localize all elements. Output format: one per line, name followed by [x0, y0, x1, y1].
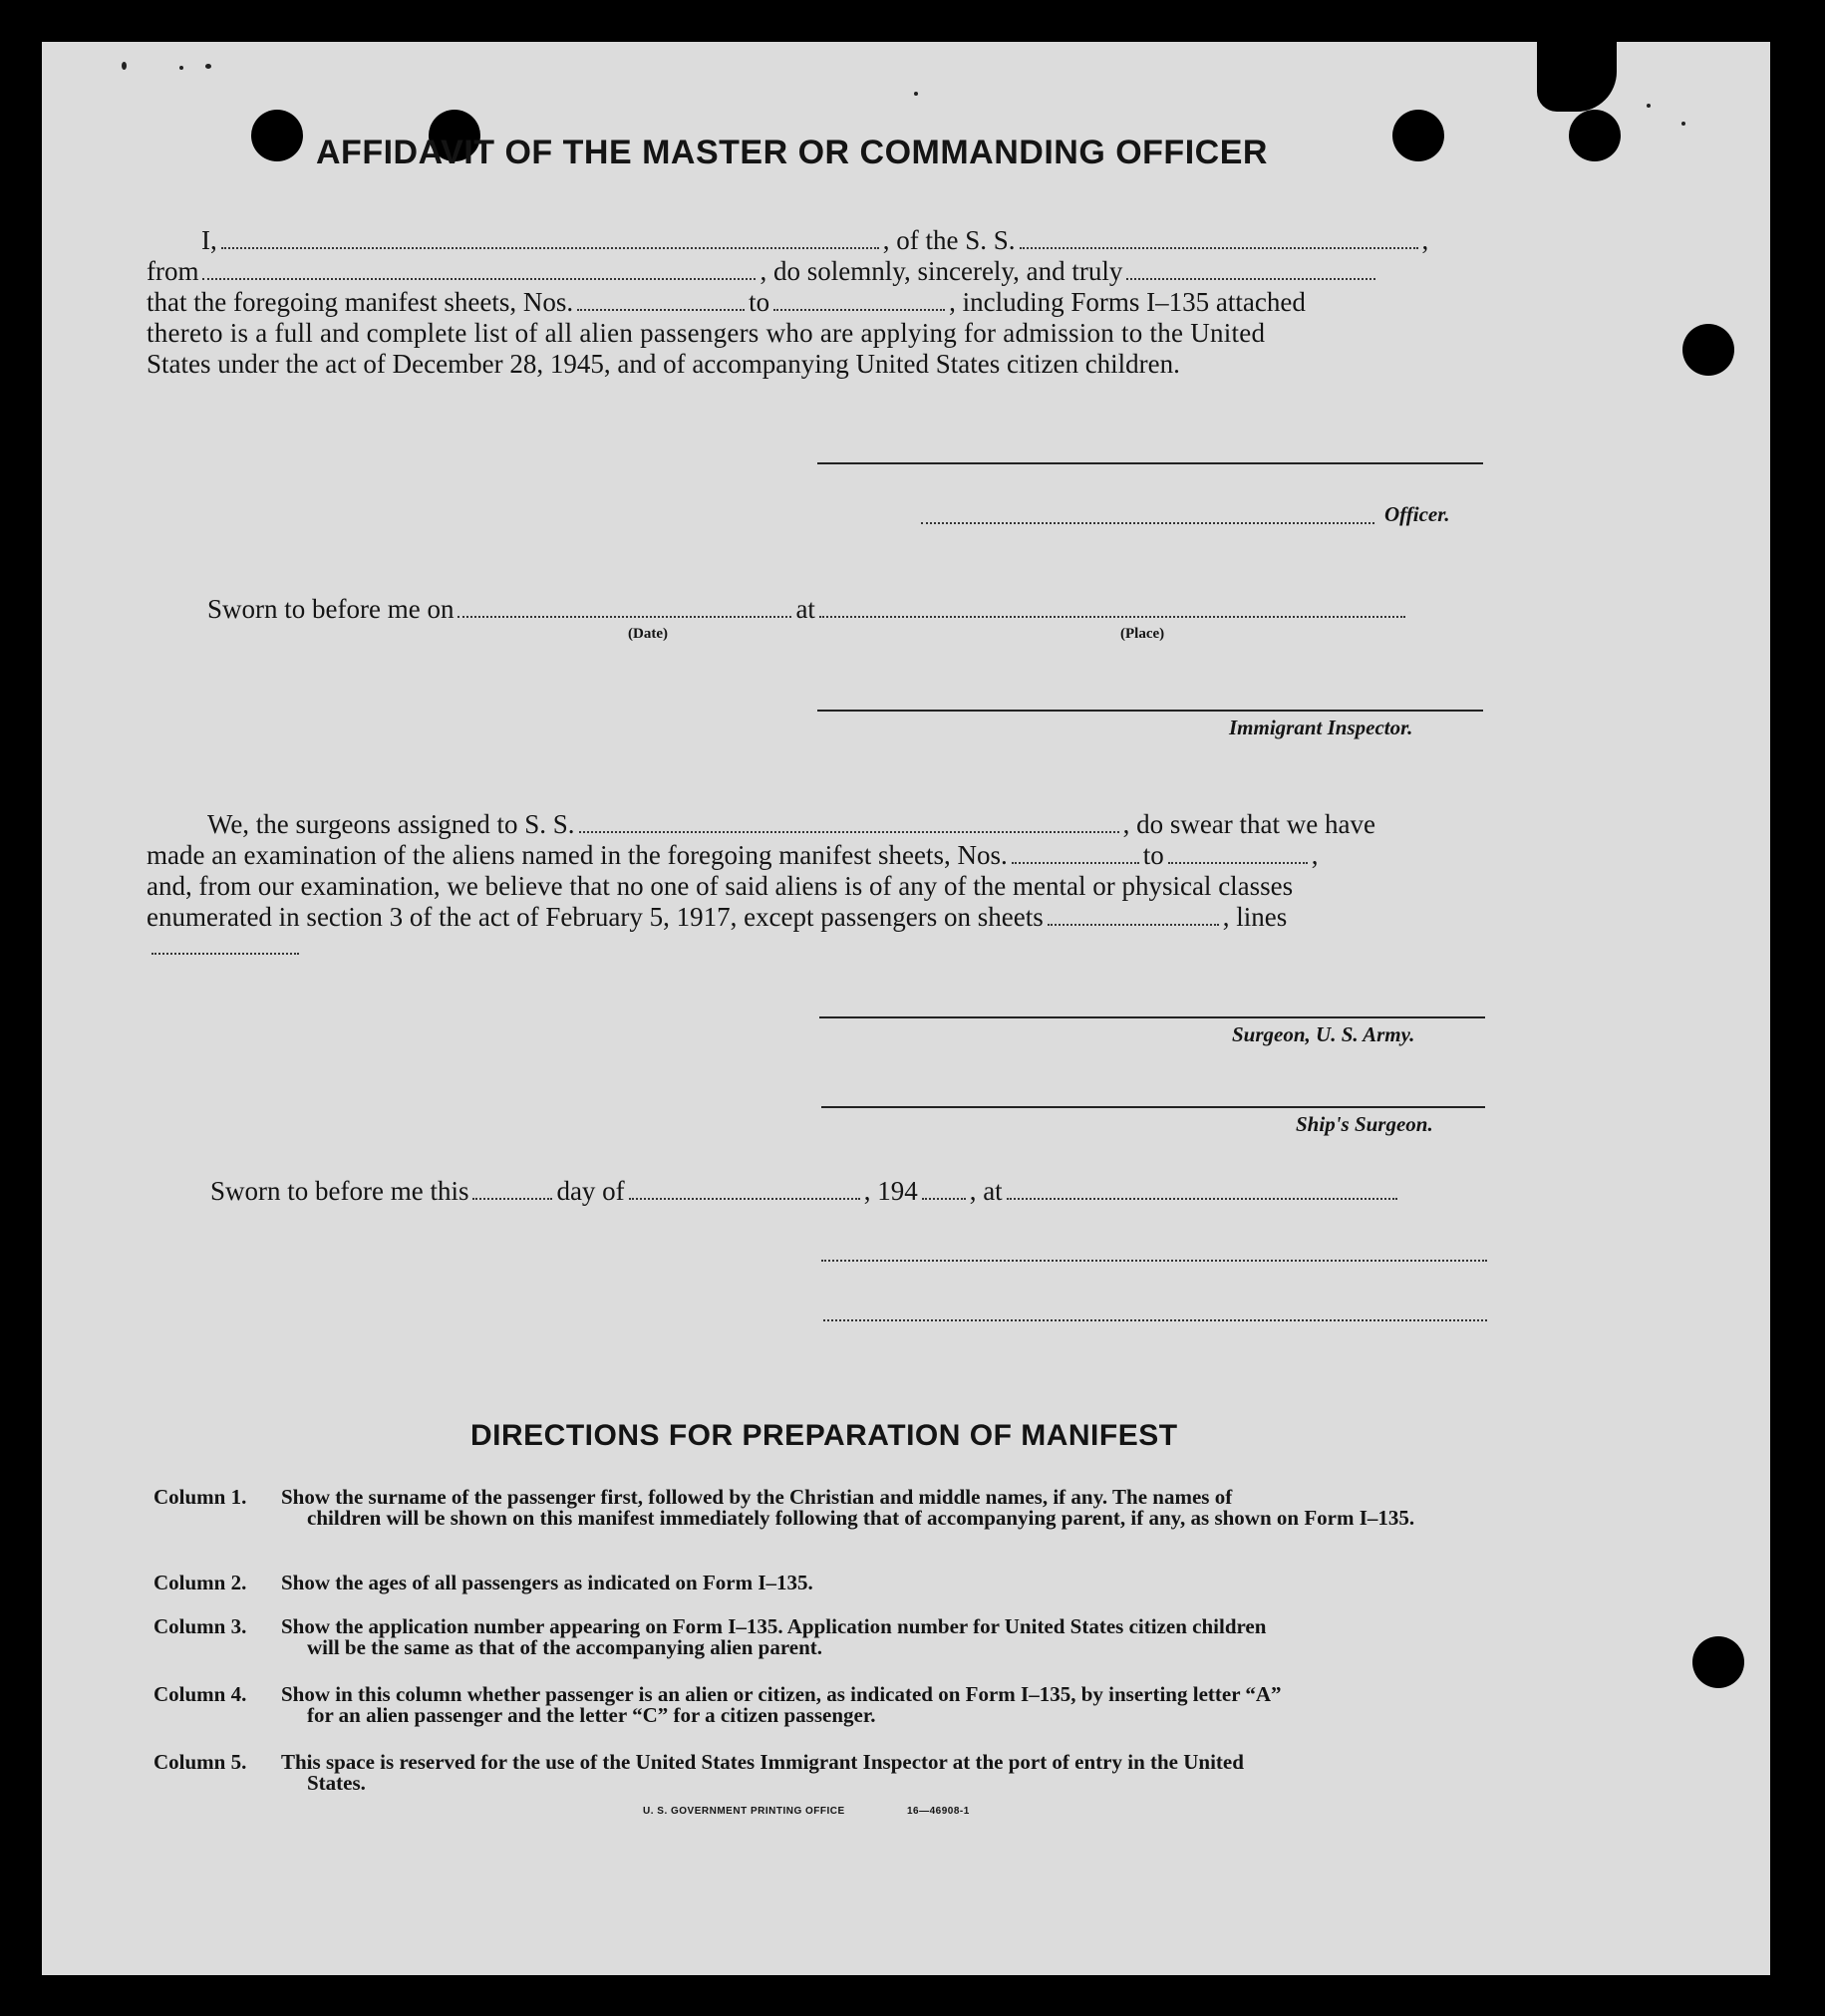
- speck: [122, 62, 127, 70]
- exam-sheet-from-field[interactable]: [1012, 861, 1139, 864]
- sworn-text: Sworn to before me this: [210, 1176, 469, 1206]
- port-from-field[interactable]: [202, 277, 756, 280]
- sworn-date-field[interactable]: [457, 615, 791, 618]
- direction-column-4: [153, 1684, 1499, 1728]
- army-surgeon-signature-line[interactable]: [819, 1016, 1485, 1018]
- column-text: [281, 1752, 1487, 1794]
- surgeons-line-2: [147, 840, 1319, 871]
- surgeons-text: ,: [1311, 840, 1319, 870]
- column-text: [281, 1487, 1487, 1529]
- sworn-year-field[interactable]: [922, 1197, 966, 1200]
- sworn-text: day of: [556, 1176, 625, 1206]
- direction-column-2: [153, 1573, 1499, 1596]
- except-lines-field[interactable]: [152, 953, 299, 955]
- column-text-first: Show the application number appearing on Form I–135. Application number for United States citizen children: [281, 1614, 1267, 1638]
- torn-corner: [1537, 42, 1617, 112]
- affidavit-text: ,: [1421, 225, 1429, 255]
- surgeons-ship-field[interactable]: [579, 830, 1119, 833]
- army-surgeon-caption: Surgeon, U. S. Army.: [1232, 1022, 1415, 1046]
- surgeons-text: , lines: [1222, 902, 1288, 932]
- sworn-text: at: [795, 594, 815, 624]
- column-text-rest: will be the same as that of the accompanying alien parent.: [307, 1635, 823, 1659]
- punch-hole: [251, 110, 303, 161]
- affidavit-text: , including Forms I–135 attached: [949, 287, 1306, 317]
- column-label: Column 2.: [153, 1571, 247, 1594]
- except-sheets-field[interactable]: [1048, 923, 1219, 926]
- speck: [1681, 122, 1685, 126]
- column-text-first: Show in this column whether passenger is an alien or citizen, as indicated on Form I–135, by inserting letter “A”: [281, 1682, 1282, 1706]
- sheet-to-field[interactable]: [773, 308, 945, 311]
- exam-sheet-to-field[interactable]: [1168, 861, 1308, 864]
- sworn-line-1: [207, 594, 1409, 625]
- affidavit-line-5: States under the act of December 28, 1945, and of accompanying United States citizen children.: [147, 349, 1180, 379]
- form-page: [42, 42, 1770, 1975]
- surgeons-line-4: [147, 902, 1287, 933]
- ship-surgeon-caption: Ship's Surgeon.: [1296, 1112, 1433, 1136]
- oath-field[interactable]: [1126, 277, 1375, 280]
- affidavit-line-2: [147, 256, 1379, 287]
- column-label: Column 5.: [153, 1750, 247, 1774]
- sworn-place-field-2[interactable]: [1007, 1197, 1397, 1200]
- speck: [914, 92, 918, 96]
- punch-hole: [1392, 110, 1444, 161]
- master-signature-line[interactable]: [817, 462, 1483, 464]
- column-label: Column 4.: [153, 1682, 247, 1706]
- sworn-day-field[interactable]: [472, 1197, 552, 1200]
- inspector-signature-line[interactable]: [817, 710, 1483, 712]
- column-label: Column 1.: [153, 1485, 247, 1509]
- punch-hole: [1692, 1636, 1744, 1688]
- column-text: [281, 1684, 1487, 1726]
- speck: [205, 64, 211, 69]
- column-text: [281, 1573, 1487, 1593]
- affidavit-text: that the foregoing manifest sheets, Nos.: [147, 287, 574, 317]
- column-label: Column 3.: [153, 1614, 247, 1638]
- column-text-first: Show the ages of all passengers as indicated on Form I–135.: [281, 1571, 813, 1594]
- officer-title-line[interactable]: [921, 522, 1374, 524]
- ship-surgeon-signature-line[interactable]: [821, 1106, 1485, 1108]
- surgeons-text: enumerated in section 3 of the act of February 5, 1917, except passengers on sheets: [147, 902, 1044, 932]
- direction-column-5: [153, 1752, 1499, 1796]
- master-name-field[interactable]: [221, 246, 879, 249]
- sworn-text: Sworn to before me on: [207, 594, 455, 624]
- ship-name-field[interactable]: [1020, 246, 1418, 249]
- sworn-place-field[interactable]: [819, 615, 1405, 618]
- column-text-first: This space is reserved for the use of the United States Immigrant Inspector at the port of entry in the United: [281, 1750, 1244, 1774]
- sworn-line-2: [210, 1176, 1401, 1207]
- affidavit-text: , do solemnly, sincerely, and truly: [760, 256, 1123, 286]
- sworn-month-field[interactable]: [629, 1197, 860, 1200]
- column-text: [281, 1616, 1487, 1658]
- speck: [1647, 104, 1651, 108]
- affidavit-text: , of the S. S.: [882, 225, 1016, 255]
- surgeons-text: to: [1142, 840, 1164, 870]
- punch-hole: [1569, 110, 1621, 161]
- affidavit-text: from: [147, 256, 199, 286]
- affidavit-line-3: [147, 287, 1306, 318]
- surgeons-line-1: [207, 809, 1375, 840]
- sworn-text: , at: [969, 1176, 1003, 1206]
- column-text-first: Show the surname of the passenger first, followed by the Christian and middle names, if any. The names of: [281, 1485, 1233, 1509]
- affidavit-text: I,: [201, 225, 217, 255]
- direction-column-1: [153, 1487, 1499, 1547]
- surgeons-text: , do swear that we have: [1122, 809, 1375, 839]
- date-caption: (Date): [628, 626, 668, 642]
- surgeons-line-3: and, from our examination, we believe that no one of said aliens is of any of the mental or physical classes: [147, 871, 1294, 901]
- affidavit-line-4: thereto is a full and complete list of all alien passengers who are applying for admission to the United: [147, 318, 1266, 348]
- speck: [179, 66, 183, 70]
- signature-line-2[interactable]: [823, 1319, 1487, 1321]
- sworn-text: , 194: [863, 1176, 918, 1206]
- directions-title: DIRECTIONS FOR PREPARATION OF MANIFEST: [470, 1419, 1178, 1452]
- column-text-rest: States.: [307, 1771, 366, 1795]
- surgeons-text: We, the surgeons assigned to S. S.: [207, 809, 575, 839]
- surgeons-text: made an examination of the aliens named in the foregoing manifest sheets, Nos.: [147, 840, 1008, 870]
- place-caption: (Place): [1120, 626, 1165, 642]
- affidavit-text: to: [749, 287, 770, 317]
- column-text-rest: for an alien passenger and the letter “C” for a citizen passenger.: [307, 1703, 876, 1727]
- column-text-rest: children will be shown on this manifest immediately following that of accompanying parent, if any, as shown on Form I–135.: [307, 1506, 1415, 1530]
- officer-caption: Officer.: [1384, 502, 1450, 526]
- affidavit-line-1: [201, 225, 1428, 256]
- punch-hole: [1682, 324, 1734, 376]
- direction-column-3: [153, 1616, 1499, 1660]
- printer-imprint: U. S. GOVERNMENT PRINTING OFFICE: [643, 1806, 845, 1817]
- inspector-caption: Immigrant Inspector.: [1229, 716, 1413, 739]
- sheet-from-field[interactable]: [577, 308, 745, 311]
- form-code: 16—46908-1: [907, 1806, 970, 1817]
- page-title: AFFIDAVIT OF THE MASTER OR COMMANDING OFFICER: [316, 134, 1268, 171]
- signature-line-1[interactable]: [821, 1260, 1487, 1262]
